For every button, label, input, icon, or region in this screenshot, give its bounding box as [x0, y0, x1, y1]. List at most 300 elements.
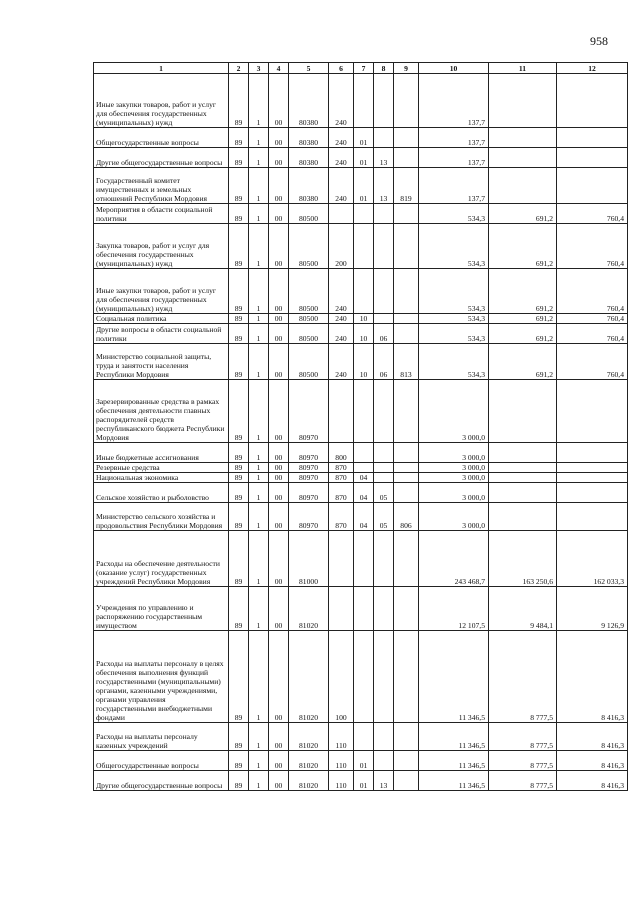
cell-subsection: [374, 531, 394, 587]
cell-department: [394, 269, 419, 314]
cell-name: Другие общегосударственные вопросы: [94, 771, 229, 791]
cell-name: Учреждения по управлению и распоряжению государственным имуществом: [94, 587, 229, 631]
cell-section: [354, 74, 374, 128]
cell-direction: 80500: [289, 204, 329, 224]
table-header-row: [94, 63, 628, 74]
cell-subsection: [374, 74, 394, 128]
cell-direction: 80500: [289, 224, 329, 269]
cell-name: Другие общегосударственные вопросы: [94, 148, 229, 168]
cell-amount-3: 8 416,3: [557, 631, 628, 723]
cell-type: [329, 380, 354, 443]
cell-amount-3: 8 416,3: [557, 771, 628, 791]
table-row: [94, 771, 628, 791]
cell-department: [394, 204, 419, 224]
table-row: [94, 168, 628, 204]
cell-amount-2: 8 777,5: [489, 771, 557, 791]
cell-subsection: [374, 128, 394, 148]
cell-sub: 00: [269, 380, 289, 443]
cell-amount-3: [557, 473, 628, 483]
column-header-6: 6: [329, 63, 354, 74]
cell-amount-2: 691,2: [489, 344, 557, 380]
cell-amount-1: 534,3: [419, 224, 489, 269]
budget-table: [93, 62, 628, 791]
cell-subsection: [374, 380, 394, 443]
cell-gov: 89: [229, 483, 249, 503]
cell-prog: 1: [249, 771, 269, 791]
cell-prog: 1: [249, 128, 269, 148]
cell-subsection: [374, 224, 394, 269]
cell-amount-3: 760,4: [557, 204, 628, 224]
cell-section: 01: [354, 751, 374, 771]
cell-department: [394, 324, 419, 344]
cell-amount-2: [489, 380, 557, 443]
cell-type: 240: [329, 148, 354, 168]
cell-direction: 80500: [289, 344, 329, 380]
table-row: [94, 204, 628, 224]
cell-subsection: 13: [374, 148, 394, 168]
cell-section: 10: [354, 314, 374, 324]
cell-subsection: 06: [374, 344, 394, 380]
cell-department: [394, 631, 419, 723]
cell-sub: 00: [269, 269, 289, 314]
cell-subsection: [374, 587, 394, 631]
cell-amount-1: 534,3: [419, 344, 489, 380]
cell-subsection: 06: [374, 324, 394, 344]
cell-type: [329, 587, 354, 631]
cell-prog: 1: [249, 168, 269, 204]
cell-amount-1: 3 000,0: [419, 380, 489, 443]
cell-direction: 80970: [289, 483, 329, 503]
cell-section: [354, 443, 374, 463]
cell-subsection: 05: [374, 483, 394, 503]
cell-section: [354, 269, 374, 314]
cell-gov: 89: [229, 587, 249, 631]
cell-department: [394, 483, 419, 503]
cell-type: 200: [329, 224, 354, 269]
cell-name: Иные закупки товаров, работ и услуг для обеспечения государственных (муниципальных) нужд: [94, 74, 229, 128]
cell-amount-2: [489, 473, 557, 483]
cell-type: 110: [329, 723, 354, 751]
cell-amount-3: 760,4: [557, 314, 628, 324]
cell-sub: 00: [269, 168, 289, 204]
cell-gov: 89: [229, 443, 249, 463]
cell-gov: 89: [229, 324, 249, 344]
cell-amount-2: [489, 74, 557, 128]
cell-sub: 00: [269, 443, 289, 463]
cell-department: 806: [394, 503, 419, 531]
cell-prog: 1: [249, 473, 269, 483]
cell-amount-3: [557, 483, 628, 503]
table-row: [94, 631, 628, 723]
cell-amount-2: 163 250,6: [489, 531, 557, 587]
column-header-4: 4: [269, 63, 289, 74]
cell-name: Закупка товаров, работ и услуг для обеспечения государственных (муниципальных) нужд: [94, 224, 229, 269]
cell-gov: 89: [229, 148, 249, 168]
cell-type: 870: [329, 483, 354, 503]
cell-amount-3: 760,4: [557, 344, 628, 380]
cell-sub: 00: [269, 463, 289, 473]
cell-amount-1: 3 000,0: [419, 463, 489, 473]
cell-amount-2: 691,2: [489, 224, 557, 269]
cell-amount-1: 3 000,0: [419, 503, 489, 531]
cell-prog: 1: [249, 148, 269, 168]
cell-direction: 81000: [289, 531, 329, 587]
cell-prog: 1: [249, 723, 269, 751]
cell-sub: 00: [269, 771, 289, 791]
cell-type: 240: [329, 314, 354, 324]
cell-sub: 00: [269, 128, 289, 148]
cell-direction: 80970: [289, 503, 329, 531]
cell-name: Сельское хозяйство и рыболовство: [94, 483, 229, 503]
table-row: [94, 503, 628, 531]
cell-amount-3: [557, 380, 628, 443]
cell-amount-2: 691,2: [489, 269, 557, 314]
cell-prog: 1: [249, 314, 269, 324]
table-row: [94, 587, 628, 631]
cell-sub: 00: [269, 148, 289, 168]
cell-amount-1: 11 346,5: [419, 751, 489, 771]
table-row: [94, 751, 628, 771]
cell-gov: 89: [229, 269, 249, 314]
table-row: [94, 74, 628, 128]
cell-section: [354, 224, 374, 269]
cell-type: 110: [329, 771, 354, 791]
cell-name: Государственный комитет имущественных и земельных отношений Республики Мордовия: [94, 168, 229, 204]
cell-section: 04: [354, 473, 374, 483]
cell-direction: 80970: [289, 380, 329, 443]
cell-type: 240: [329, 324, 354, 344]
cell-direction: 81020: [289, 751, 329, 771]
cell-sub: 00: [269, 314, 289, 324]
cell-section: [354, 631, 374, 723]
cell-sub: 00: [269, 204, 289, 224]
cell-section: [354, 463, 374, 473]
table-row: [94, 443, 628, 463]
cell-gov: 89: [229, 751, 249, 771]
cell-name: Общегосударственные вопросы: [94, 751, 229, 771]
cell-prog: 1: [249, 74, 269, 128]
cell-type: 870: [329, 503, 354, 531]
cell-name: Национальная экономика: [94, 473, 229, 483]
cell-prog: 1: [249, 531, 269, 587]
cell-direction: 80380: [289, 128, 329, 148]
cell-department: [394, 723, 419, 751]
cell-type: 870: [329, 473, 354, 483]
cell-section: [354, 723, 374, 751]
cell-amount-3: [557, 443, 628, 463]
cell-prog: 1: [249, 224, 269, 269]
cell-amount-2: 8 777,5: [489, 631, 557, 723]
cell-name: Другие вопросы в области социальной политики: [94, 324, 229, 344]
cell-sub: 00: [269, 483, 289, 503]
cell-sub: 00: [269, 723, 289, 751]
cell-amount-2: 8 777,5: [489, 723, 557, 751]
table-row: [94, 463, 628, 473]
cell-name: Иные закупки товаров, работ и услуг для обеспечения государственных (муниципальных) нужд: [94, 269, 229, 314]
cell-amount-3: 760,4: [557, 224, 628, 269]
table-row: [94, 344, 628, 380]
cell-prog: 1: [249, 587, 269, 631]
cell-department: 819: [394, 168, 419, 204]
cell-direction: 80380: [289, 74, 329, 128]
cell-gov: 89: [229, 723, 249, 751]
cell-prog: 1: [249, 463, 269, 473]
cell-amount-1: 137,7: [419, 128, 489, 148]
cell-amount-2: 691,2: [489, 204, 557, 224]
cell-direction: 80500: [289, 324, 329, 344]
cell-type: 240: [329, 168, 354, 204]
cell-name: Министерство социальной защиты, труда и занятости населения Республики Мордовия: [94, 344, 229, 380]
table-body: [94, 74, 628, 791]
cell-section: 10: [354, 324, 374, 344]
column-header-2: 2: [229, 63, 249, 74]
cell-prog: 1: [249, 483, 269, 503]
cell-name: Расходы на обеспечение деятельности (оказание услуг) государственных учреждений Республики Мордовия: [94, 531, 229, 587]
cell-department: [394, 587, 419, 631]
cell-amount-1: 11 346,5: [419, 723, 489, 751]
cell-gov: 89: [229, 473, 249, 483]
cell-gov: 89: [229, 503, 249, 531]
cell-amount-3: [557, 128, 628, 148]
cell-amount-2: 8 777,5: [489, 751, 557, 771]
cell-subsection: 13: [374, 168, 394, 204]
cell-name: Министерство сельского хозяйства и продовольствия Республики Мордовия: [94, 503, 229, 531]
cell-department: [394, 463, 419, 473]
cell-amount-3: 162 033,3: [557, 531, 628, 587]
cell-subsection: [374, 269, 394, 314]
table-row: [94, 148, 628, 168]
cell-sub: 00: [269, 324, 289, 344]
cell-amount-3: 760,4: [557, 269, 628, 314]
cell-section: [354, 531, 374, 587]
cell-gov: 89: [229, 224, 249, 269]
cell-amount-1: 3 000,0: [419, 443, 489, 463]
cell-amount-1: 534,3: [419, 314, 489, 324]
cell-amount-1: 137,7: [419, 148, 489, 168]
cell-department: [394, 314, 419, 324]
column-header-5: 5: [289, 63, 329, 74]
cell-amount-2: [489, 463, 557, 473]
cell-subsection: [374, 473, 394, 483]
cell-name: Расходы на выплаты персоналу казенных учреждений: [94, 723, 229, 751]
cell-amount-3: 8 416,3: [557, 723, 628, 751]
cell-prog: 1: [249, 324, 269, 344]
cell-sub: 00: [269, 473, 289, 483]
cell-type: 870: [329, 463, 354, 473]
cell-gov: 89: [229, 463, 249, 473]
cell-sub: 00: [269, 531, 289, 587]
cell-sub: 00: [269, 224, 289, 269]
table-row: [94, 483, 628, 503]
cell-section: 04: [354, 503, 374, 531]
cell-type: [329, 531, 354, 587]
cell-name: Зарезервированные средства в рамках обеспечения деятельности главных распорядителей средств республиканского бюджета Республики Мордовия: [94, 380, 229, 443]
cell-section: 01: [354, 771, 374, 791]
cell-gov: 89: [229, 531, 249, 587]
cell-section: 01: [354, 148, 374, 168]
cell-amount-1: 534,3: [419, 269, 489, 314]
cell-subsection: [374, 443, 394, 463]
cell-subsection: 13: [374, 771, 394, 791]
cell-department: [394, 128, 419, 148]
cell-type: 240: [329, 74, 354, 128]
cell-gov: 89: [229, 631, 249, 723]
cell-department: [394, 148, 419, 168]
cell-direction: 81020: [289, 723, 329, 751]
cell-name: Общегосударственные вопросы: [94, 128, 229, 148]
cell-amount-3: [557, 168, 628, 204]
cell-prog: 1: [249, 503, 269, 531]
cell-department: [394, 771, 419, 791]
table-row: [94, 324, 628, 344]
cell-department: 813: [394, 344, 419, 380]
cell-gov: 89: [229, 168, 249, 204]
cell-section: 01: [354, 168, 374, 204]
cell-direction: 81020: [289, 771, 329, 791]
cell-amount-1: 11 346,5: [419, 631, 489, 723]
cell-department: [394, 443, 419, 463]
cell-amount-1: 11 346,5: [419, 771, 489, 791]
cell-gov: 89: [229, 128, 249, 148]
cell-department: [394, 380, 419, 443]
cell-amount-1: 12 107,5: [419, 587, 489, 631]
cell-amount-3: 9 126,9: [557, 587, 628, 631]
cell-subsection: [374, 463, 394, 473]
cell-amount-3: [557, 463, 628, 473]
cell-amount-3: 760,4: [557, 324, 628, 344]
cell-direction: 80500: [289, 314, 329, 324]
cell-amount-1: 3 000,0: [419, 473, 489, 483]
cell-name: Резервные средства: [94, 463, 229, 473]
cell-type: 240: [329, 269, 354, 314]
cell-gov: 89: [229, 344, 249, 380]
cell-amount-1: 3 000,0: [419, 483, 489, 503]
cell-type: 800: [329, 443, 354, 463]
cell-amount-2: [489, 503, 557, 531]
cell-subsection: [374, 751, 394, 771]
cell-type: 240: [329, 344, 354, 380]
cell-amount-2: 691,2: [489, 324, 557, 344]
cell-direction: 80380: [289, 148, 329, 168]
cell-name: Социальная политика: [94, 314, 229, 324]
column-header-10: 10: [419, 63, 489, 74]
cell-gov: 89: [229, 74, 249, 128]
cell-subsection: [374, 204, 394, 224]
cell-gov: 89: [229, 204, 249, 224]
cell-amount-1: 534,3: [419, 204, 489, 224]
cell-sub: 00: [269, 503, 289, 531]
cell-section: 01: [354, 128, 374, 148]
cell-name: Мероприятия в области социальной политики: [94, 204, 229, 224]
cell-department: [394, 531, 419, 587]
table-row: [94, 380, 628, 443]
table-row: [94, 531, 628, 587]
cell-amount-2: [489, 168, 557, 204]
cell-amount-1: 243 468,7: [419, 531, 489, 587]
column-header-8: 8: [374, 63, 394, 74]
page-number: 958: [590, 34, 608, 48]
cell-amount-2: 9 484,1: [489, 587, 557, 631]
cell-section: [354, 204, 374, 224]
table-row: [94, 473, 628, 483]
cell-amount-2: [489, 483, 557, 503]
column-header-1: 1: [94, 63, 229, 74]
cell-prog: 1: [249, 204, 269, 224]
cell-type: 110: [329, 751, 354, 771]
cell-subsection: [374, 631, 394, 723]
cell-direction: 81020: [289, 631, 329, 723]
cell-amount-1: 534,3: [419, 324, 489, 344]
cell-direction: 80970: [289, 443, 329, 463]
cell-amount-3: [557, 503, 628, 531]
cell-subsection: [374, 314, 394, 324]
cell-sub: 00: [269, 751, 289, 771]
cell-sub: 00: [269, 74, 289, 128]
column-header-9: 9: [394, 63, 419, 74]
cell-gov: 89: [229, 771, 249, 791]
cell-prog: 1: [249, 269, 269, 314]
cell-section: [354, 587, 374, 631]
cell-amount-1: 137,7: [419, 74, 489, 128]
cell-subsection: 05: [374, 503, 394, 531]
cell-department: [394, 751, 419, 771]
cell-prog: 1: [249, 344, 269, 380]
cell-prog: 1: [249, 751, 269, 771]
table-row: [94, 269, 628, 314]
cell-direction: 80970: [289, 473, 329, 483]
cell-department: [394, 74, 419, 128]
cell-type: 240: [329, 128, 354, 148]
cell-prog: 1: [249, 380, 269, 443]
cell-name: Расходы на выплаты персоналу в целях обеспечения выполнения функций государственными (муниципальными) органами, казенными учреждениями, органами управления государственными внебюджетными фондами: [94, 631, 229, 723]
cell-type: [329, 204, 354, 224]
cell-direction: 80970: [289, 463, 329, 473]
cell-amount-2: [489, 128, 557, 148]
table-row: [94, 224, 628, 269]
cell-prog: 1: [249, 631, 269, 723]
cell-sub: 00: [269, 344, 289, 380]
cell-department: [394, 473, 419, 483]
cell-gov: 89: [229, 314, 249, 324]
cell-subsection: [374, 723, 394, 751]
column-header-3: 3: [249, 63, 269, 74]
cell-amount-3: 8 416,3: [557, 751, 628, 771]
cell-direction: 80500: [289, 269, 329, 314]
cell-direction: 81020: [289, 587, 329, 631]
cell-amount-2: 691,2: [489, 314, 557, 324]
cell-amount-2: [489, 148, 557, 168]
column-header-11: 11: [489, 63, 557, 74]
cell-gov: 89: [229, 380, 249, 443]
cell-amount-3: [557, 74, 628, 128]
cell-prog: 1: [249, 443, 269, 463]
cell-amount-2: [489, 443, 557, 463]
cell-sub: 00: [269, 587, 289, 631]
cell-section: [354, 380, 374, 443]
table-row: [94, 723, 628, 751]
cell-amount-1: 137,7: [419, 168, 489, 204]
cell-name: Иные бюджетные ассигнования: [94, 443, 229, 463]
cell-section: 04: [354, 483, 374, 503]
cell-department: [394, 224, 419, 269]
cell-section: 10: [354, 344, 374, 380]
column-header-12: 12: [557, 63, 628, 74]
cell-amount-3: [557, 148, 628, 168]
cell-direction: 80380: [289, 168, 329, 204]
cell-sub: 00: [269, 631, 289, 723]
cell-type: 100: [329, 631, 354, 723]
column-header-7: 7: [354, 63, 374, 74]
